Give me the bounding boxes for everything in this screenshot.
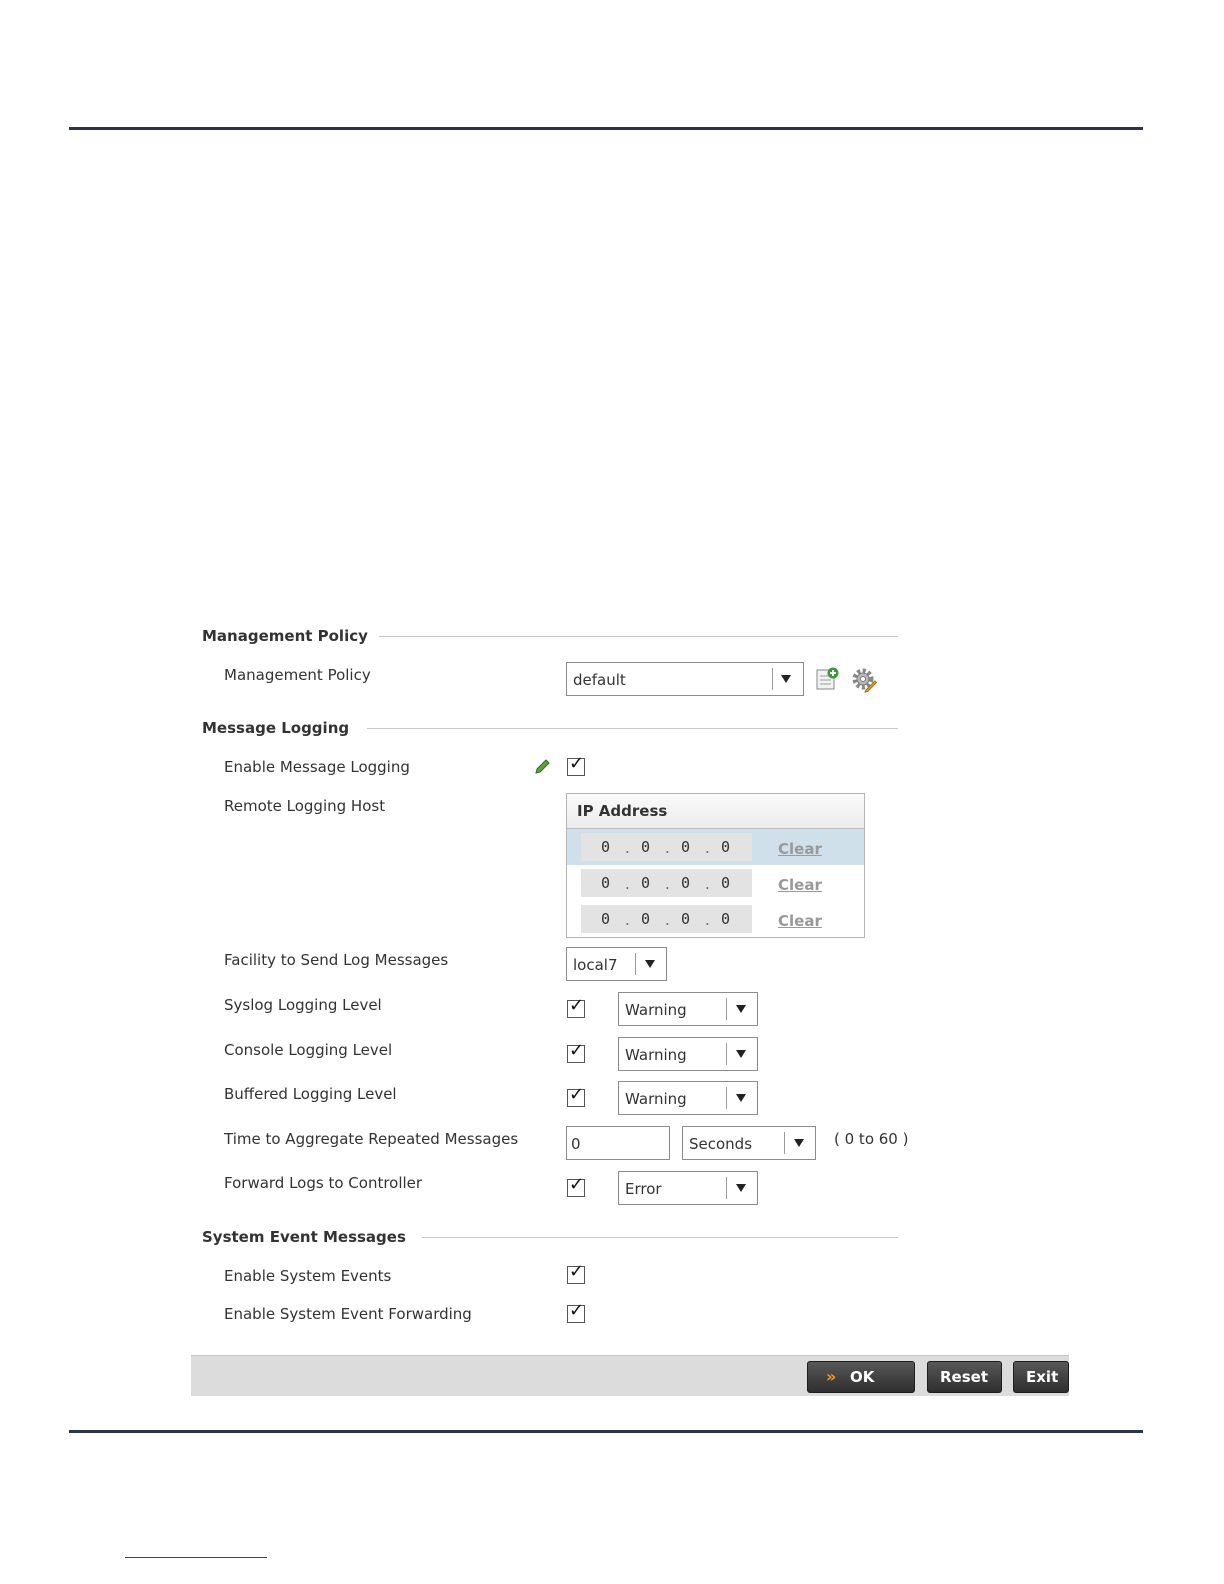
ip-dot: . <box>705 911 710 929</box>
select-separator <box>784 1132 785 1154</box>
edit-policy-gear-icon[interactable] <box>851 667 877 693</box>
section-divider <box>379 636 898 637</box>
double-chevron-right-icon: » <box>826 1367 837 1386</box>
chevron-down-icon <box>736 1184 746 1192</box>
checkmark-icon: ✓ <box>569 1300 585 1321</box>
clear-ip-link[interactable]: Clear <box>778 876 822 894</box>
aggregate-time-unit-select[interactable] <box>682 1126 816 1160</box>
ok-button-label: OK <box>850 1368 875 1386</box>
syslog-level-value: Warning <box>625 1001 687 1019</box>
forward-logs-label: Forward Logs to Controller <box>224 1174 423 1192</box>
ip-octet: 0 <box>601 838 611 856</box>
forward-logs-level-select[interactable] <box>618 1171 758 1205</box>
aggregate-time-range-hint: ( 0 to 60 ) <box>834 1130 909 1148</box>
select-separator <box>726 998 727 1020</box>
ip-dot: . <box>705 875 710 893</box>
exit-button-label: Exit <box>1026 1368 1059 1386</box>
select-separator <box>726 1087 727 1109</box>
ip-dot: . <box>665 839 670 857</box>
footer-link-underline <box>125 1557 267 1558</box>
syslog-level-select[interactable] <box>618 992 758 1026</box>
buffered-level-value: Warning <box>625 1090 687 1108</box>
exit-button[interactable] <box>1013 1361 1069 1393</box>
checkmark-icon: ✓ <box>569 1261 585 1282</box>
ip-address-input[interactable] <box>581 869 752 897</box>
aggregate-time-input[interactable] <box>566 1126 670 1160</box>
ip-octet: 0 <box>641 838 651 856</box>
ip-dot: . <box>625 911 630 929</box>
forward-logs-checkbox[interactable] <box>567 1174 585 1197</box>
syslog-level-label: Syslog Logging Level <box>224 996 382 1014</box>
enable-event-forwarding-checkbox[interactable] <box>567 1300 585 1323</box>
chevron-down-icon <box>645 960 655 968</box>
console-level-select[interactable] <box>618 1037 758 1071</box>
select-separator <box>726 1177 727 1199</box>
remote-logging-host-table <box>566 793 865 938</box>
facility-select[interactable] <box>566 947 667 981</box>
ip-octet: 0 <box>721 838 731 856</box>
chevron-down-icon <box>736 1050 746 1058</box>
enable-message-logging-label: Enable Message Logging <box>224 758 410 776</box>
table-row[interactable] <box>567 829 864 865</box>
ip-octet: 0 <box>681 910 691 928</box>
section-divider <box>367 728 898 729</box>
ip-octet: 0 <box>601 910 611 928</box>
enable-system-events-checkbox[interactable] <box>567 1261 585 1284</box>
ip-dot: . <box>625 875 630 893</box>
message-logging-section-title: Message Logging <box>202 719 350 737</box>
management-policy-section-title: Management Policy <box>202 627 368 645</box>
checkmark-icon: ✓ <box>569 753 585 774</box>
enable-event-forwarding-label: Enable System Event Forwarding <box>224 1305 472 1323</box>
remote-logging-host-label: Remote Logging Host <box>224 797 386 815</box>
clear-ip-link[interactable]: Clear <box>778 840 822 858</box>
chevron-down-icon <box>781 675 791 683</box>
table-row[interactable] <box>567 901 864 937</box>
ip-dot: . <box>705 839 710 857</box>
aggregate-time-label: Time to Aggregate Repeated Messages <box>224 1130 519 1148</box>
console-level-checkbox[interactable] <box>567 1040 585 1063</box>
pencil-icon <box>534 757 552 775</box>
select-separator <box>726 1043 727 1065</box>
chevron-down-icon <box>736 1005 746 1013</box>
facility-label: Facility to Send Log Messages <box>224 951 449 969</box>
ip-octet: 0 <box>641 874 651 892</box>
ip-address-input[interactable] <box>581 905 752 933</box>
clear-ip-link[interactable]: Clear <box>778 912 822 930</box>
checkmark-icon: ✓ <box>569 995 585 1016</box>
buffered-level-select[interactable] <box>618 1081 758 1115</box>
syslog-level-checkbox[interactable] <box>567 995 585 1018</box>
ip-octet: 0 <box>721 910 731 928</box>
ip-octet: 0 <box>641 910 651 928</box>
enable-system-events-label: Enable System Events <box>224 1267 392 1285</box>
page-bottom-rule <box>69 1430 1143 1433</box>
chevron-down-icon <box>736 1094 746 1102</box>
ip-address-column-header: IP Address <box>577 802 668 820</box>
table-row[interactable] <box>567 865 864 901</box>
ip-octet: 0 <box>681 838 691 856</box>
ip-dot: . <box>625 839 630 857</box>
ip-dot: . <box>665 875 670 893</box>
enable-message-logging-checkbox[interactable] <box>567 753 585 776</box>
management-policy-label: Management Policy <box>224 666 371 684</box>
ip-address-input[interactable] <box>581 833 752 861</box>
reset-button[interactable] <box>927 1361 1002 1393</box>
checkmark-icon: ✓ <box>569 1084 585 1105</box>
chevron-down-icon <box>794 1139 804 1147</box>
aggregate-time-value: 0 <box>571 1135 581 1153</box>
system-event-section-title: System Event Messages <box>202 1228 406 1246</box>
facility-value: local7 <box>573 956 618 974</box>
reset-button-label: Reset <box>940 1368 988 1386</box>
console-level-value: Warning <box>625 1046 687 1064</box>
section-divider <box>422 1237 898 1238</box>
forward-logs-level-value: Error <box>625 1180 662 1198</box>
checkmark-icon: ✓ <box>569 1174 585 1195</box>
management-policy-value: default <box>573 671 626 689</box>
select-separator <box>772 668 773 690</box>
page-top-rule <box>69 127 1143 130</box>
table-header <box>567 794 864 829</box>
ip-dot: . <box>665 911 670 929</box>
ip-octet: 0 <box>601 874 611 892</box>
create-policy-icon[interactable] <box>816 667 840 691</box>
aggregate-time-unit-value: Seconds <box>689 1135 753 1153</box>
ip-octet: 0 <box>681 874 691 892</box>
ip-octet: 0 <box>721 874 731 892</box>
buffered-level-label: Buffered Logging Level <box>224 1085 397 1103</box>
checkmark-icon: ✓ <box>569 1040 585 1061</box>
ok-button[interactable] <box>807 1361 915 1393</box>
buffered-level-checkbox[interactable] <box>567 1084 585 1107</box>
select-separator <box>635 953 636 975</box>
console-level-label: Console Logging Level <box>224 1041 393 1059</box>
management-policy-select[interactable] <box>566 662 804 696</box>
